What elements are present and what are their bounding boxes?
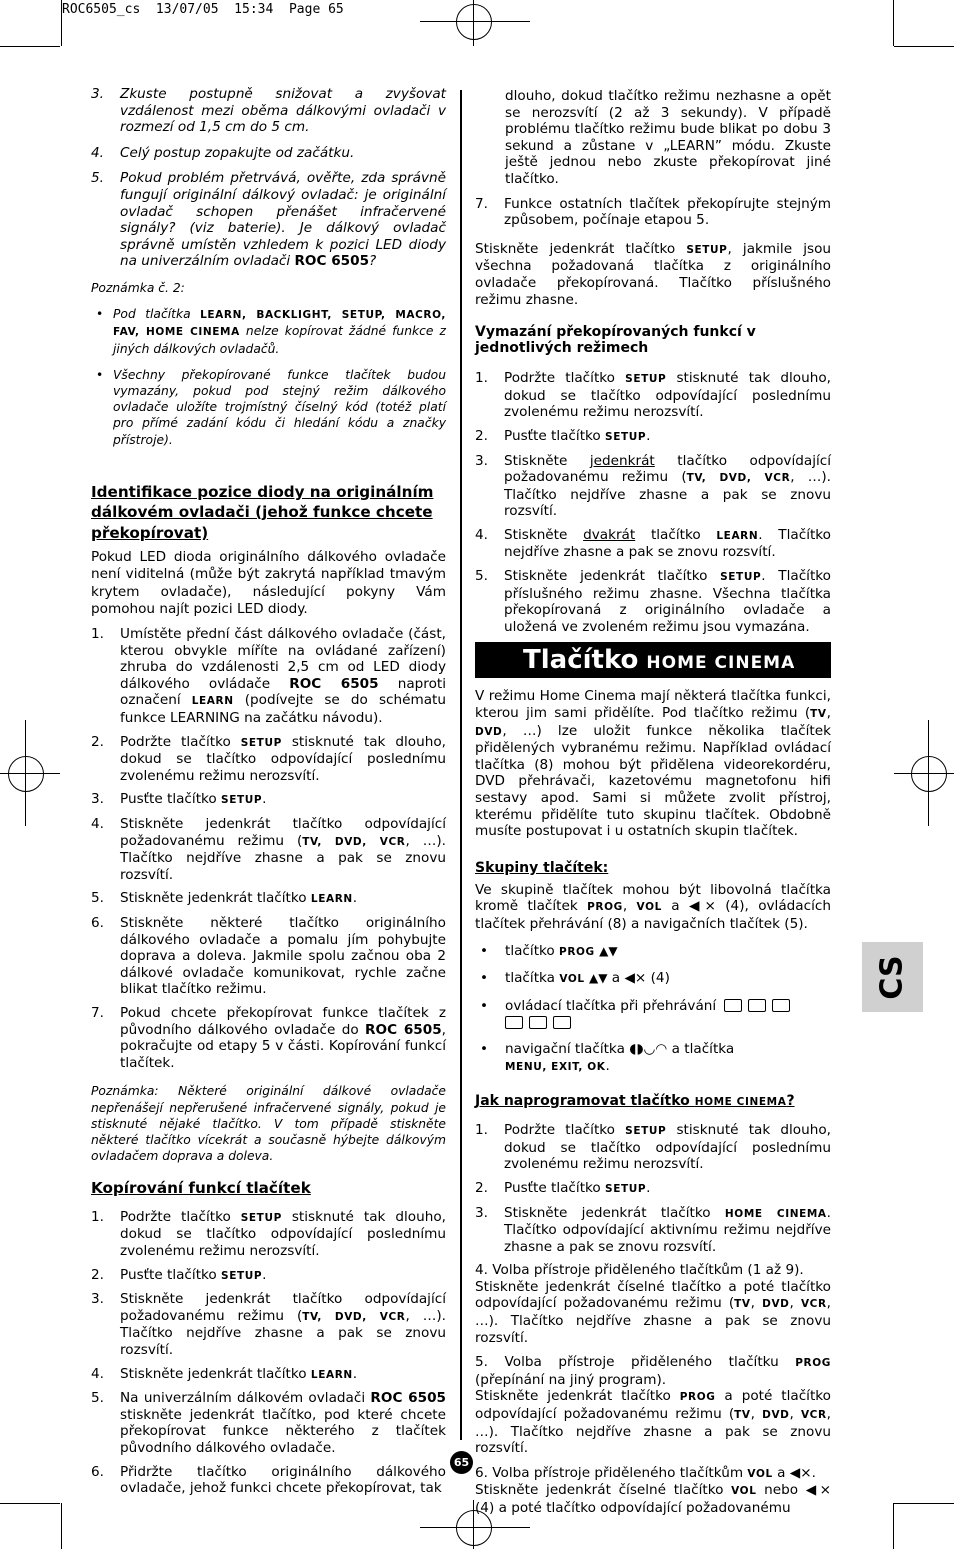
paragraph: 6. Volba přístroje přiděleného tlačítkům VOL a ◀×. (475, 1464, 816, 1481)
left-column (91, 86, 446, 1504)
list-item: • tlačítka VOL ▲▼ a ◀× (4) (475, 970, 831, 988)
mute-icon: ◀× (624, 970, 647, 987)
up-down-arrows-icon: ▲▼ (589, 971, 608, 986)
paragraph: dlouho, dokud tlačítko režimu nezhasne a opět se nerozsvítí (2 až 3 sekundy). V případě problému tlačítko režimu bude blikat po dobu 3 sekund a zůstane v „LEARN” módu. Zkuste ještě jednou nebo zkuste překopírovat jiné tlačítko. (505, 88, 831, 187)
led-steps (91, 626, 446, 1071)
list-item: 2. Pusťte tlačítko SETUP. (91, 1267, 446, 1285)
crop-mark (0, 46, 60, 47)
paragraph: Stiskněte jedenkrát číselné tlačítko a poté tlačítko odpovídající požadovanému režimu (TV, DVD, VCR, …). Tlačítko nejdříve zhasne a pak se znovu rozsvítí. (475, 1278, 831, 1346)
crop-mark (893, 0, 894, 46)
list-item: 7. Pokud chcete překopírovat funkce tlačítek z původního dálkového ovladače do ROC 6505, pokračujte od etapy 5 v části. Kopírování funkcí tlačítek. (91, 1005, 446, 1071)
list-item: 7. Funkce ostatních tlačítek překopírujte stejným způsobem, počínaje etapou 5. (475, 196, 831, 229)
banner-subtitle: HOME CINEMA (646, 653, 796, 674)
list-item: 5. Stiskněte jedenkrát tlačítko SETUP. Tlačítko příslušného režimu zhasne. Všechna tlačítka překopírovaná z originálního ovladače a uložená ve zvoleném režimu jsou vymazána. (475, 568, 831, 635)
paragraph: V režimu Home Cinema mají některá tlačítka funkci, kterou jim sami přidělíte. Pod tlačítko režimu (TV, DVD, …) lze uložit funkce několika tlačítek přidělených vybranému režimu. Například ovládací tlačítka (8) mohou být přidělena videorekordéru, DVD přehrávači, kazetovému magnetofonu hifi sestavy apod. Sami si můžete zvolit přístroj, kterému přidělíte tuto skupinu tlačítek. Obdobně musíte postupovat i u ostatních skupin tlačítek. (475, 688, 831, 840)
list-item: • Všechny překopírované funkce tlačítek budou vymazány, pokud pod stejný režim dálkového ovladače uložíte trojmístný číselný kód (totéž platí pro přímé zadání kódu či hledání kódu a značky přístroje). (91, 367, 446, 448)
list-item: 1. Podržte tlačítko SETUP stisknuté tak dlouho, dokud se tlačítko odpovídající poslednímu zvolenému režimu nerozsvítí. (91, 1209, 446, 1260)
list-item: 4. Stiskněte jedenkrát tlačítko LEARN. (91, 1366, 446, 1384)
list-item: 1. Podržte tlačítko SETUP stisknuté tak dlouho, dokud se tlačítko odpovídající poslednímu zvolenému režimu nerozsvítí. (475, 1122, 831, 1173)
paragraph: Stiskněte jedenkrát číselné tlačítko VOL nebo ◀× (4) a poté tlačítko odpovídající požadovanému (475, 1482, 831, 1516)
list-item: 3. Stiskněte jedenkrát tlačítko odpovídající požadovanému režimu (TV, DVD, VCR, …). Tlačítko nejdříve zhasne a pak se znovu rozsvítí. (475, 453, 831, 520)
list-item: 3. Pusťte tlačítko SETUP. (91, 791, 446, 809)
crop-mark (0, 1503, 60, 1504)
list-item: 3. Stiskněte jedenkrát tlačítko HOME CINEMA. Tlačítko odpovídající aktivnímu režimu nejdříve zhasne a pak se znovu rozsvítí. (475, 1205, 831, 1256)
prog-steps (475, 1122, 831, 1255)
mute-icon: ◀× (805, 1482, 831, 1499)
crop-mark (61, 1503, 62, 1549)
registration-mark (928, 720, 929, 826)
list-item: 4. Celý postup zopakujte od začátku. (91, 145, 446, 162)
note-bullets (91, 306, 446, 448)
section-heading: Skupiny tlačítek: (475, 859, 609, 876)
list-item: 6. Přidržte tlačítko originálního dálkového ovladače, jehož funkci chcete překopírovat, tak (91, 1464, 446, 1497)
paragraph: Pokud LED dioda originálního dálkového ovladače není viditelná (může být zakrytá například tmavým krytem ovladače), následující pokyny Vám pomohou najít pozici LED diody. (91, 549, 446, 617)
registration-mark (25, 720, 26, 826)
delete-steps (475, 370, 831, 635)
mute-icon: ◀× (688, 898, 716, 915)
section-heading: Jak naprogramovat tlačítko HOME CINEMA? (475, 1093, 795, 1110)
paragraph: Stiskněte jedenkrát tlačítko PROG a poté tlačítko odpovídající požadovanému režimu (TV, DVD, VCR, …). Tlačítko nejdříve zhasne a pak se znovu rozsvítí. (475, 1388, 831, 1457)
copy-steps-cont (475, 196, 831, 229)
navigation-buttons-icon: ◖◗◡◠ (629, 1040, 668, 1057)
column-divider (460, 90, 462, 1440)
note-label: Poznámka č. 2: (91, 280, 185, 295)
note: Poznámka: Některé originální dálkové ovladače nepřenášejí nepřerušené infračervené signály, pokud je stisknuté nějaké tlačítko. V tom případě stiskněte některé tlačítko vícekrát a současně hýbejte dálkovým ovladačem doprava a doleva. (91, 1084, 446, 1164)
registration-mark (420, 1527, 530, 1528)
list-item: 2. Pusťte tlačítko SETUP. (475, 428, 831, 446)
paragraph: 5. Volba přístroje přiděleného tlačítku PROG (přepínání na jiný program). (475, 1354, 831, 1388)
list-item: 3. Zkuste postupně snižovat a zvyšovat vzdálenost mezi oběma dálkovými ovladači v rozmezí od 1,5 cm do 5 cm. (91, 86, 446, 136)
list-item: • tlačítko PROG ▲▼ (475, 943, 831, 961)
paragraph: Stiskněte jedenkrát tlačítko SETUP, jakmile jsou všechna požadovaná tlačítka z originálního ovladače překopírovaná. Tlačítko příslušného režimu zhasne. (475, 240, 831, 308)
registration-mark (0, 773, 60, 774)
groups-bullets (475, 943, 831, 1076)
list-item: 2. Pusťte tlačítko SETUP. (475, 1180, 831, 1198)
right-column (475, 88, 831, 1525)
section-heading: Kopírování funkcí tlačítek (91, 1179, 311, 1198)
registration-mark (473, 0, 474, 46)
list-item: 5. Na univerzálním dálkovém ovladači ROC 6505 stiskněte jedenkrát tlačítko, pod které chcete překopírovat funkce některého z tlačítek původního dálkového ovladače. (91, 1390, 446, 1456)
registration-mark (894, 773, 954, 774)
crop-mark (894, 46, 954, 47)
registration-mark (420, 21, 530, 22)
list-item: 4. Stiskněte dvakrát tlačítko LEARN. Tlačítko nejdříve zhasne a pak se znovu rozsvítí. (475, 527, 831, 561)
list-item: 5. Pokud problém přetrvává, ověřte, zda správně fungují originální dálkový ovladač: je originální ovladač schopen přenášet infračervené signály? (viz baterie). Je dálkový ovladač správně umístěn vzhledem k pozici LED diody na univerzálním ovladači ROC 6505? (91, 170, 446, 270)
registration-mark (911, 756, 947, 792)
paragraph: Ve skupině tlačítek mohou být libovolná tlačítka kromě tlačítek PROG, VOL a ◀× (4), ovládacích tlačítek přehrávání (8) a navigačních tlačítek (5). (475, 881, 831, 932)
list-item: • ovládací tlačítka při přehrávání (475, 998, 831, 1031)
section-heading: Identifikace pozice diody na originálním dálkovém ovladači (jehož funkce chcete překopírovat) (91, 482, 434, 542)
page-number: 65 (450, 1451, 473, 1474)
up-down-arrows-icon: ▲▼ (599, 943, 618, 958)
print-header: ROC6505_cs 13/07/05 15:34 Page 65 (62, 2, 344, 17)
list-item: 1. Podržte tlačítko SETUP stisknuté tak dlouho, dokud se tlačítko odpovídající poslednímu zvolenému režimu nerozsvítí. (475, 370, 831, 421)
registration-mark (8, 756, 44, 792)
paragraph: 4. Volba přístroje přiděleného tlačítkům (1 až 9). (475, 1262, 804, 1279)
section-banner (475, 642, 831, 678)
copy-steps (91, 1209, 446, 1497)
mute-icon: ◀× (789, 1464, 812, 1481)
crop-mark (893, 1503, 894, 1549)
banner-title: Tlačítko (523, 645, 639, 676)
crop-mark (61, 0, 62, 46)
list-item: • Pod tlačítka LEARN, BACKLIGHT, SETUP, MACRO, FAV, HOME CINEMA nelze kopírovat žádné funkce z jiných dálkových ovladačů. (91, 306, 446, 357)
registration-mark (473, 1500, 474, 1549)
language-tab: CS (862, 942, 923, 1012)
list-item: • navigační tlačítka ◖◗◡◠ a tlačítka MENU, EXIT, OK. (475, 1041, 831, 1075)
list-item: 1. Umístěte přední část dálkového ovladače (část, kterou obvykle míříte na ovládané zařízení) zhruba do vzdálenosti 2,5 cm od LED diody dálkového ovládače ROC 6505 naproti označení LEARN (podívejte se do schématu funkce LEARNING na začátku návodu). (91, 626, 446, 727)
list-item: 4. Stiskněte jedenkrát tlačítko odpovídající požadovanému režimu (TV, DVD, VCR, …). Tlačítko nejdříve zhasne a pak se znovu rozsvítí. (91, 816, 446, 883)
section-heading: Vymazání překopírovaných funkcí v jednotlivých režimech (475, 324, 756, 357)
list-item: 2. Podržte tlačítko SETUP stisknuté tak dlouho, dokud se tlačítko odpovídající poslednímu zvolenému režimu nerozsvítí. (91, 734, 446, 785)
troubleshoot-steps (91, 86, 446, 270)
crop-mark (894, 1503, 954, 1504)
list-item: 5. Stiskněte jedenkrát tlačítko LEARN. (91, 890, 446, 908)
registration-mark (456, 4, 492, 40)
list-item: 3. Stiskněte jedenkrát tlačítko odpovídající požadovanému režimu (TV, DVD, VCR, …). Tlačítko nejdříve zhasne a pak se znovu rozsvítí. (91, 1291, 446, 1358)
list-item: 6. Stiskněte některé tlačítko originálního dálkového ovladače a pomalu jím pohybujte doprava a doleva. Jakmile spolu začnou oba 2 dálkové ovladače komunikovat, rychle začne blikat tlačítko režimu. (91, 915, 446, 998)
